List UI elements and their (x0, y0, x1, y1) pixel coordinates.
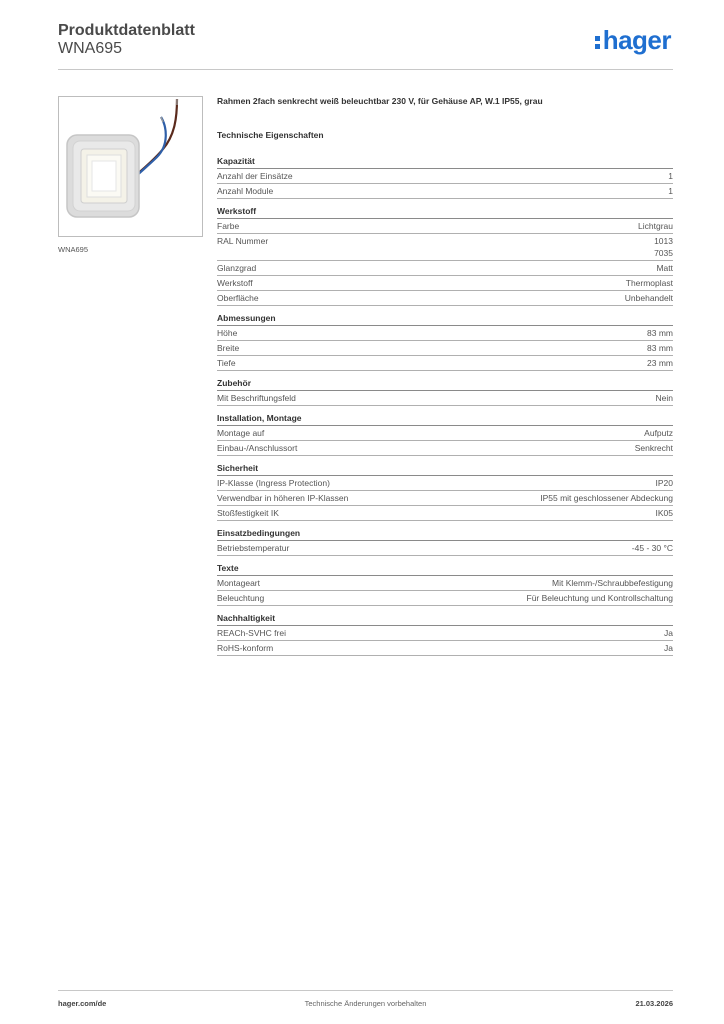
spec-value-line: 1 (668, 171, 673, 181)
section-title: Zubehör (217, 377, 673, 391)
spec-value (632, 542, 673, 554)
spec-row (217, 541, 673, 556)
spec-label: Werkstoff (217, 278, 253, 288)
frame-product-photo-icon (59, 97, 202, 236)
spec-value (638, 220, 673, 232)
spec-row (217, 219, 673, 234)
spec-value (527, 592, 673, 604)
footer-website-link[interactable]: hager.com/de (58, 999, 107, 1008)
spec-value-line: Unbehandelt (624, 293, 673, 303)
logo-dots-icon (595, 34, 601, 50)
document-title: Produktdatenblatt (58, 22, 195, 39)
spec-label: Beleuchtung (217, 593, 265, 603)
spec-row (217, 506, 673, 521)
spec-value (626, 277, 673, 289)
spec-label: IP-Klasse (Ingress Protection) (217, 478, 330, 488)
spec-row (217, 426, 673, 441)
spec-value-line: Senkrecht (634, 443, 673, 453)
spec-label: Farbe (217, 221, 240, 231)
spec-row (217, 591, 673, 606)
spec-value-line: IP20 (655, 478, 673, 488)
spec-value (647, 357, 673, 369)
spec-value-line: Ja (664, 643, 673, 653)
spec-section (217, 205, 673, 306)
spec-row (217, 356, 673, 371)
product-description: Rahmen 2fach senkrecht weiß beleuchtbar 230 V, für Gehäuse AP, W.1 IP55, grau (217, 96, 543, 106)
spec-row (217, 184, 673, 199)
spec-section (217, 377, 673, 406)
spec-label: Stoßfestigkeit IK (217, 508, 279, 518)
product-image (58, 96, 203, 237)
section-title: Werkstoff (217, 205, 673, 219)
spec-section (217, 562, 673, 606)
technical-properties-title: Technische Eigenschaften (217, 130, 324, 140)
spec-label: Tiefe (217, 358, 236, 368)
spec-value-line: 7035 (654, 248, 673, 258)
spec-label: Verwendbar in höheren IP-Klassen (217, 493, 349, 503)
spec-label: RAL Nummer (217, 236, 269, 246)
spec-value-line: Lichtgrau (638, 221, 673, 231)
spec-section (217, 155, 673, 199)
spec-label: Montage auf (217, 428, 265, 438)
spec-row (217, 291, 673, 306)
spec-label: RoHS-konform (217, 643, 274, 653)
spec-value-line: Matt (656, 263, 673, 273)
spec-value (656, 262, 673, 274)
spec-row (217, 261, 673, 276)
spec-label: Höhe (217, 328, 238, 338)
spec-label: Mit Beschriftungsfeld (217, 393, 296, 403)
section-title: Kapazität (217, 155, 673, 169)
spec-value (647, 327, 673, 339)
footer-note: Technische Änderungen vorbehalten (304, 999, 427, 1008)
spec-section (217, 312, 673, 371)
image-caption: WNA695 (58, 245, 89, 254)
spec-row (217, 441, 673, 456)
spec-label: REACh-SVHC frei (217, 628, 286, 638)
spec-value-line: Aufputz (644, 428, 673, 438)
spec-value (552, 577, 673, 589)
spec-section (217, 412, 673, 456)
spec-value (656, 477, 674, 489)
spec-value-line: 83 mm (647, 328, 673, 338)
spec-section (217, 612, 673, 656)
spec-value (668, 185, 673, 197)
spec-value-line: 1013 (654, 236, 673, 246)
spec-value (656, 507, 674, 519)
logo-text: hager (602, 25, 671, 55)
spec-section (217, 527, 673, 556)
spec-row (217, 626, 673, 641)
spec-value-line: Thermoplast (625, 278, 673, 288)
spec-value (635, 442, 673, 454)
spec-label: Breite (217, 343, 240, 353)
spec-value (625, 292, 673, 304)
spec-row (217, 476, 673, 491)
section-title: Nachhaltigkeit (217, 612, 673, 626)
spec-row (217, 169, 673, 184)
spec-sections (217, 155, 673, 656)
spec-label: Anzahl der Einsätze (217, 171, 293, 181)
spec-label: Montageart (217, 578, 260, 588)
spec-value-line: -45 - 30 °C (631, 543, 673, 553)
spec-value-line: 23 mm (647, 358, 673, 368)
product-code: WNA695 (58, 40, 123, 57)
section-title: Sicherheit (217, 462, 673, 476)
spec-value (654, 235, 673, 259)
spec-value-line: Für Beleuchtung und Kontrollschaltung (526, 593, 673, 603)
page-header (58, 22, 673, 70)
product-details (217, 96, 673, 662)
section-title: Abmessungen (217, 312, 673, 326)
spec-section (217, 462, 673, 521)
spec-value-line: Nein (655, 393, 673, 403)
spec-label: Anzahl Module (217, 186, 274, 196)
spec-value-line: IP55 mit geschlossener Abdeckung (540, 493, 673, 503)
section-title: Installation, Montage (217, 412, 673, 426)
spec-row (217, 491, 673, 506)
spec-row (217, 641, 673, 656)
spec-label: Einbau-/Anschlussort (217, 443, 298, 453)
section-title: Einsatzbedingungen (217, 527, 673, 541)
spec-value-line: 1 (668, 186, 673, 196)
spec-row (217, 234, 673, 261)
page-footer (58, 990, 673, 1012)
spec-value (664, 627, 673, 639)
hager-logo (595, 27, 671, 53)
spec-row (217, 341, 673, 356)
spec-value-line: 83 mm (647, 343, 673, 353)
spec-label: Glanzgrad (217, 263, 257, 273)
spec-value-line: IK05 (655, 508, 673, 518)
spec-value (647, 342, 673, 354)
spec-label: Oberfläche (217, 293, 259, 303)
spec-row (217, 326, 673, 341)
spec-row (217, 276, 673, 291)
spec-row (217, 391, 673, 406)
spec-value (664, 642, 673, 654)
spec-value (656, 392, 673, 404)
spec-value (644, 427, 673, 439)
spec-value (668, 170, 673, 182)
footer-date: 21.03.2026 (635, 999, 673, 1008)
spec-value-line: Mit Klemm-/Schraubbefestigung (552, 578, 673, 588)
spec-value-line: Ja (664, 628, 673, 638)
spec-row (217, 576, 673, 591)
section-title: Texte (217, 562, 673, 576)
spec-label: Betriebstemperatur (217, 543, 290, 553)
spec-value (540, 492, 673, 504)
